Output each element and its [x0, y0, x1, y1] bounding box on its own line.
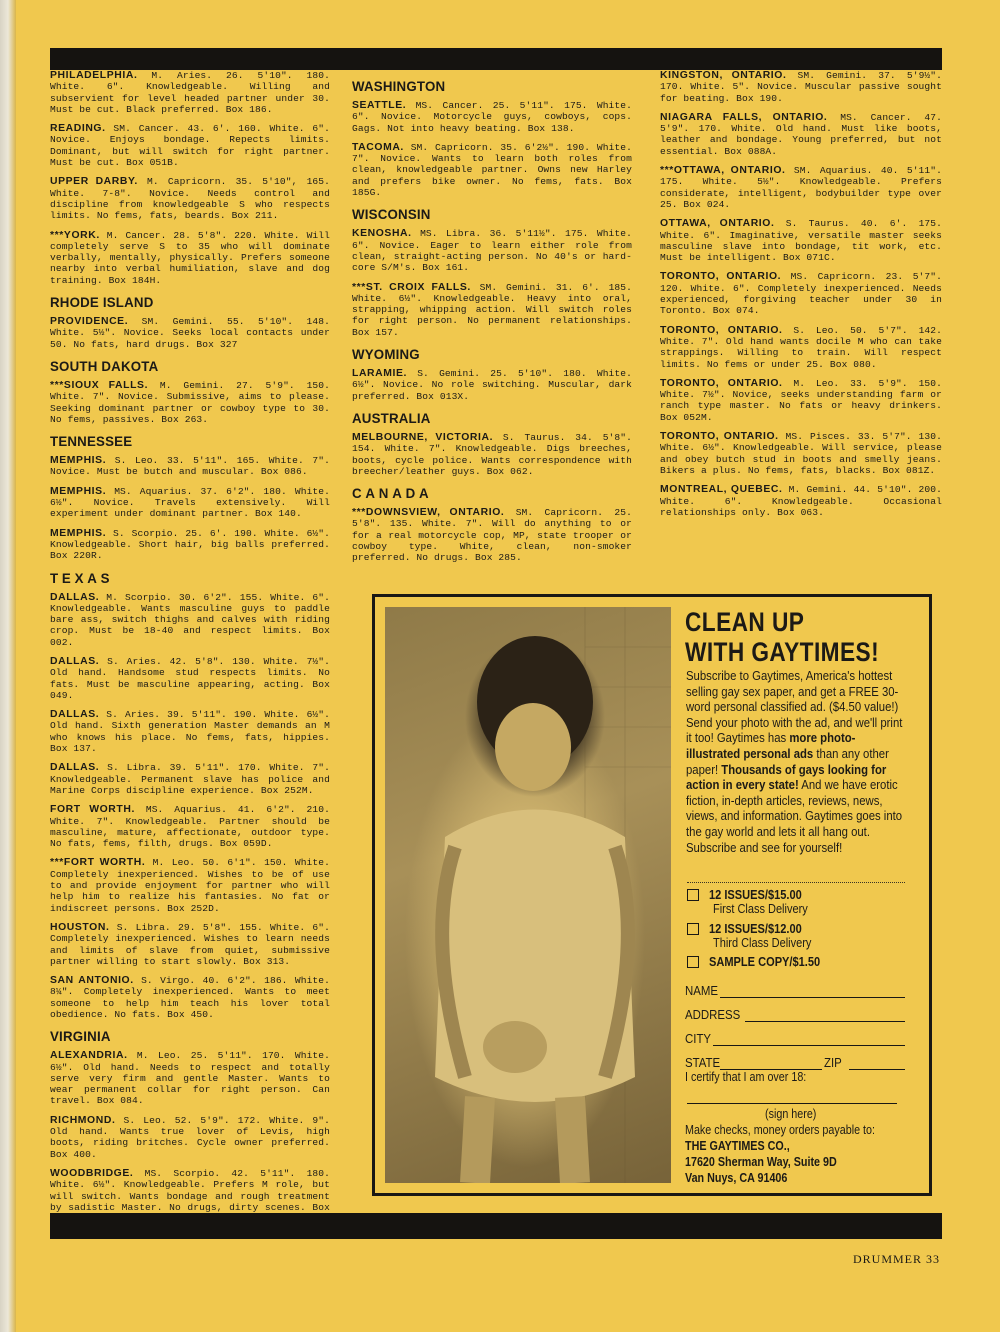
ad-text: SM. Cancer. 43. 6'. 160. White. 6". Novice. Enjoys bondage. Repects limits. Dominant, but will switch for right partner. Must be cut. Box 051B. [50, 123, 330, 169]
classified-ad [50, 1050, 330, 1106]
signature-line[interactable] [687, 1103, 897, 1104]
ad-city: ALEXANDRIA. [50, 1050, 128, 1062]
ad-city: TACOMA. [352, 141, 404, 153]
state-field[interactable]: STATE [685, 1055, 721, 1070]
address-line [745, 1021, 905, 1022]
classified-ad [352, 282, 632, 338]
ad-text: S. Leo. 50. 5'7". 142. White. 7". Old hand wants docile M who can take strappings. Willing to train. Will respect limits. No fems or under 25. Box 080. [660, 324, 942, 370]
ad-city: DALLAS. [50, 709, 100, 721]
ad-headline-line-2: WITH GAYTIMES! [685, 637, 880, 667]
state-heading: WYOMING [352, 346, 420, 363]
ad-text: SM. Gemini. 55. 5'10". 148. White. 5½". Novice. Seeks local contacts under 50. No fats, hard drugs. Box 327 [50, 316, 330, 350]
classified-ad [660, 218, 942, 263]
ad-city: DALLAS. [50, 655, 100, 667]
ad-text: MS. Aquarius. 41. 6'2". 210. White. 7". Knowledgeable. Partner should be masculine, mature, affectionate, outdoor type. No fats, fems, filth, drugs. Box 059D. [50, 804, 330, 850]
ad-city: HOUSTON. [50, 921, 110, 933]
ad-copy-run: than any other paper! [686, 746, 889, 777]
checkbox-first-class[interactable] [687, 889, 699, 901]
ad-text: S. Libra. 29. 5'8". 155. White. 6". Completely inexperienced. Wishes to learn needs and limits of slave from quiet, submissive partner willing to start slowly. Box 313. [50, 921, 330, 967]
ad-text: S. Leo. 52. 5'9". 172. White. 9". Old hand. Wants true lover of Levis, high boots, riding britches. Cycle owner preferred. Box 400. [50, 1114, 330, 1160]
sign-here-label: (sign here) [765, 1107, 817, 1121]
ad-text: M. Cancer. 28. 5'8". 220. White. Will completely serve S to 35 who will dominate verbally, mentally, physically. Prefers someone nearby into verbal humiliation, slave and dog training. Box 184H. [50, 229, 330, 286]
classified-ad [50, 762, 330, 796]
ad-text: S. Virgo. 40. 6'2". 186. White. 8¼". Completely inexperienced. Wants to meet someone to help him teach his lover total obedience. No fats. Box 450. [50, 975, 331, 1020]
option-third-class[interactable]: 12 ISSUES/$12.00 Third Class Delivery [687, 920, 825, 950]
ad-copy-run: Thousands of gays looking for action in every state! [686, 762, 887, 793]
classified-ad [50, 123, 330, 168]
ad-city: RICHMOND. [50, 1114, 116, 1126]
ad-copy-run: Subscribe to Gaytimes, America's hottest selling gay sex paper, and get a FREE 30-word personal classified ad. ($4.50 value!) Send your photo with the ad, and we'll print it too! Gaytimes has [686, 669, 903, 746]
top-rule-bar [50, 48, 942, 70]
ad-city: ***OTTAWA, ONTARIO. [660, 165, 786, 177]
classified-ad [50, 176, 330, 221]
bottom-rule-bar [50, 1213, 942, 1239]
ad-text: MS. Aquarius. 37. 6'2". 180. White. 6½". Novice. Travels extensively. Will experiment under dominant partner. Box 140. [50, 485, 330, 520]
classified-ad [50, 975, 330, 1020]
company-street: 17620 Sherman Way, Suite 9D [685, 1155, 837, 1169]
ad-text: M. Leo. 33. 5'9". 150. White. 7½". Novice, seeks understanding farm or ranch type master. No fats or heavy drinkers. Box 052M. [660, 377, 942, 423]
state-heading: TEXAS [50, 569, 114, 586]
ad-text: SM. Gemini. 37. 5'9½". 170. White. 5". Novice. Muscular passive sought for beating. Box 190. [660, 70, 942, 104]
ad-text: M. Scorpio. 30. 6'2". 155. White. 6". Knowledgeable. Wants masculine guys to paddle bare ass, switch thighs and calves with riding crop. Must be 18-40 and respect limits. Box 002. [50, 591, 330, 648]
classified-ad [50, 380, 330, 425]
state-heading: WISCONSIN [352, 206, 431, 223]
ad-text: SM. Capricorn. 25. 5'8". 135. White. 7". Will do anything to or for a real motorcycle cop, MP, state trooper or cowboy type. White, clean, non-smoker preferred. No drugs. Box 285. [352, 507, 633, 564]
classified-ad [352, 507, 632, 563]
classified-ad [352, 228, 632, 273]
ad-copy-run: And we have erotic fiction, in-depth articles, reviews, news, views, and information. Gaytimes goes into the gay world and lets it all hang out. Subscribe and see for yourself! [686, 778, 903, 855]
ad-city: ***SIOUX FALLS. [50, 379, 149, 391]
page-folio: DRUMMER 33 [852, 1252, 940, 1266]
ad-city: READING. [50, 123, 106, 135]
ad-city: SEATTLE. [352, 100, 407, 111]
page-binding-edge [0, 0, 16, 1332]
classified-ad [50, 230, 330, 286]
option-sample-copy[interactable]: SAMPLE COPY/$1.50 [687, 953, 840, 969]
ad-text: SM. Capricorn. 35. 6'2½". 190. White. 7". Novice. Wants to learn both roles from clean, knowledgeable partner. Owns new Harley and prefers bike owner. No fems, fats. Box 185G. [352, 141, 632, 199]
option-first-class[interactable]: 12 ISSUES/$15.00 First Class Delivery [687, 886, 821, 916]
age-certification: I certify that I am over 18: [685, 1070, 807, 1084]
ad-text: S. Gemini. 25. 5'10". 180. White. 6½". Novice. No role switching. Muscular, dark preferred. Box 013X. [352, 368, 632, 402]
classified-ad [660, 112, 942, 157]
classified-ad [660, 378, 942, 423]
ad-text: MS. Cancer. 47. 5'9". 170. White. Old hand. Must like boots, leather and bondage. Young preferred, but not essential. Box 088A. [660, 111, 942, 157]
ad-text: S. Libra. 39. 5'11". 170. White. 7". Knowledgeable. Permanent slave has police and Marine Corps discipline experience. Box 252M. [50, 762, 330, 796]
ad-text: SM. Gemini. 31. 6'. 185. White. 6½". Knowledgeable. Heavy into oral, strapping, whipping action. Will switch roles for right person. No permanent relationships. Box 157. [352, 281, 632, 338]
ad-body-copy [686, 669, 907, 856]
ad-city: DALLAS. [50, 591, 100, 603]
ad-city: KENOSHA. [352, 228, 412, 240]
classifieds-column-1 [50, 70, 330, 1232]
classified-ad [352, 432, 632, 477]
classified-ad [660, 165, 942, 210]
classifieds-column-3 [660, 70, 942, 526]
classified-ad [352, 142, 632, 198]
classified-ad [352, 100, 632, 134]
ad-city: TORONTO, ONTARIO. [660, 271, 782, 283]
classified-ad [50, 1115, 330, 1160]
ad-text: M. Aries. 26. 5'10". 180. White. 6". Knowledgeable. Willing and subservient for level headed partner under 30. Must be cut. Black preferred. Box 186. [50, 70, 330, 115]
ad-city: ***ST. CROIX FALLS. [352, 281, 471, 293]
name-line [720, 997, 905, 998]
classified-ad [50, 528, 330, 562]
state-heading: TENNESSEE [50, 433, 133, 450]
advertisement-photo [385, 607, 671, 1183]
checkbox-third-class[interactable] [687, 923, 699, 935]
ad-city: SAN ANTONIO. [50, 975, 134, 987]
classified-ad [50, 455, 330, 478]
ad-text: M. Leo. 50. 6'1". 150. White. Completely inexperienced. Wishes to be of use to and provide enjoyment for partner who will help him to realize his fantasies. No fat or indiscreet persons. Box 252D. [50, 857, 330, 914]
ad-text: S. Aries. 39. 5'11". 190. White. 6½". Old hand. Sixth generation Master demands an M who knows his place. No fems, fats, hippies. Box 137. [50, 709, 330, 755]
ad-text: M. Gemini. 44. 5'10". 200. White. 6". Knowledgeable. Occasional relationships only. Box 063. [660, 484, 942, 518]
classified-ad [660, 325, 942, 370]
ad-headline [685, 607, 883, 667]
ad-city: NIAGARA FALLS, ONTARIO. [660, 111, 828, 123]
state-heading: SOUTH DAKOTA [50, 357, 159, 374]
ad-text: M. Leo. 25. 5'11". 170. White. 6½". Old hand. Needs to respect and totally serve very firm and gentle Master. Wants to wear permanent collar for right person. Can travel. Box 084. [50, 1050, 330, 1107]
classified-ad [50, 316, 330, 350]
ad-city: PROVIDENCE. [50, 316, 129, 328]
ad-city: OTTAWA, ONTARIO. [660, 218, 775, 230]
ad-city: TORONTO, ONTARIO. [660, 324, 783, 336]
classified-ad [660, 484, 942, 518]
classified-ad [50, 709, 330, 754]
ad-copy-run: more photo-illustrated personal ads [686, 731, 856, 761]
classified-ad [50, 857, 330, 913]
ad-city: LARAMIE. [352, 368, 408, 380]
ad-city: WOODBRIDGE. [50, 1167, 134, 1179]
ad-city: UPPER DARBY. [50, 176, 138, 188]
ad-city: ***DOWNSVIEW, ONTARIO. [352, 507, 505, 519]
ad-city: TORONTO, ONTARIO. [660, 377, 783, 389]
ad-text: MS. Cancer. 25. 5'11". 175. White. 6". Novice. Motorcycle guys, cowboys, cops. Gags. Not into heavy beating. Box 138. [352, 100, 632, 134]
ad-text: MS. Pisces. 33. 5'7". 130. White. 6½". Knowledgeable. Will service, please and obey butch stud in boots and smelly jeans. Bikers a plus. No fems, fats, blacks. Box 081Z. [660, 431, 942, 476]
city-field[interactable]: CITY [685, 1031, 712, 1046]
ad-city: TORONTO, ONTARIO. [660, 431, 779, 443]
classified-ad [50, 656, 330, 701]
checkbox-sample-copy[interactable] [687, 956, 699, 968]
ad-text: S. Scorpio. 25. 6'. 190. White. 6½". Knowledgeable. Short hair, big balls preferred. Box 220R. [50, 527, 330, 562]
ad-city: MONTREAL, QUEBEC. [660, 484, 783, 496]
classified-ad [50, 592, 330, 648]
ad-text: M. Capricorn. 35. 5'10", 165. White. 7-8". Novice. Needs control and discipline from knowledgeable S who respects limits. No fems, fats, beards. Box 211. [50, 176, 330, 222]
ad-text: S. Aries. 42. 5'8". 130. White. 7½". Old hand. Handsome stud respects limits. No fats. Must be masculine appearing, acting. Box 049. [50, 655, 330, 701]
ad-city: MEMPHIS. [50, 485, 107, 497]
ad-text: MS. Libra. 36. 5'11½". 175. White. 6". Novice. Eager to learn either role from clean, straight-acting person. No 40's or hard-core S/M's. Box 161. [352, 228, 632, 274]
city-line [713, 1045, 905, 1046]
state-heading: RHODE ISLAND [50, 294, 154, 311]
company-name: THE GAYTIMES CO., [685, 1139, 790, 1153]
ad-divider [687, 882, 905, 883]
classified-ad [50, 486, 330, 520]
ad-city: FORT WORTH. [50, 804, 135, 816]
ad-headline-line-1: CLEAN UP [685, 607, 805, 637]
state-heading: WASHINGTON [352, 78, 446, 94]
classified-ad [660, 271, 942, 316]
classified-ad [50, 922, 330, 967]
payable-note: Make checks, money orders payable to: [685, 1123, 876, 1137]
ad-city: PHILADELPHIA. [50, 70, 138, 81]
gaytimes-advertisement [372, 594, 932, 1196]
ad-city: MEMPHIS. [50, 455, 107, 467]
ad-text: MS. Scorpio. 42. 5'11". 180. White. 6½". Knowledgeable. Prefers M role, but will switch. Wants bondage and rough treatment by sadistic Master. No drugs, dirty scenes. Box [50, 1167, 330, 1213]
ad-text: S. Taurus. 40. 6'. 175. White. 6". Imaginative, versatile master seeks masculine slave into bondage, tit work, etc. Must be intelligent. Box 071C. [660, 218, 942, 264]
ad-city: DALLAS. [50, 762, 100, 774]
state-heading: AUSTRALIA [352, 409, 431, 426]
classified-ad [50, 804, 330, 849]
ad-city: KINGSTON, ONTARIO. [660, 70, 787, 81]
ad-text: SM. Aquarius. 40. 5'11". 175. White. 5½". Knowledgeable. Prefers considerate, intelligent, bodybuilder type over 25. Box 024. [660, 165, 942, 210]
company-city: Van Nuys, CA 91406 [685, 1171, 788, 1185]
state-heading: CANADA [352, 485, 433, 502]
classified-ad [352, 368, 632, 402]
address-field[interactable]: ADDRESS [685, 1007, 741, 1022]
ad-city: ***FORT WORTH. [50, 857, 146, 869]
classified-ad [50, 70, 330, 115]
ad-city: MELBOURNE, VICTORIA. [352, 431, 494, 443]
ad-text: S. Taurus. 34. 5'8". 154. White. 7". Knowledgeable. Digs breeches, boots, cycle police. Wants correspondence with breecher/leather guys. Box 062. [352, 431, 632, 477]
ad-text: MS. Capricorn. 23. 5'7". 120. White. 6". Completely inexperienced. Needs experienced, forgiving teacher under 30 in Toronto. Box 074. [660, 271, 942, 317]
state-heading: VIRGINIA [50, 1028, 111, 1045]
classifieds-column-2 [352, 70, 632, 572]
ad-city: MEMPHIS. [50, 527, 107, 539]
name-field[interactable]: NAME [685, 983, 719, 998]
ad-text: S. Leo. 33. 5'11". 165. White. 7". Novice. Must be butch and muscular. Box 086. [50, 455, 330, 478]
classified-ad [660, 70, 942, 104]
ad-text: M. Gemini. 27. 5'9". 150. White. 7". Novice. Submissive, aims to please. Seeking dominant partner or cowboy type to 30. No fems, passives. Box 263. [50, 379, 331, 425]
ad-city: ***YORK. [50, 229, 100, 241]
zip-field[interactable]: ZIP [824, 1055, 842, 1070]
classified-ad [660, 431, 942, 476]
zip-line [849, 1069, 905, 1070]
